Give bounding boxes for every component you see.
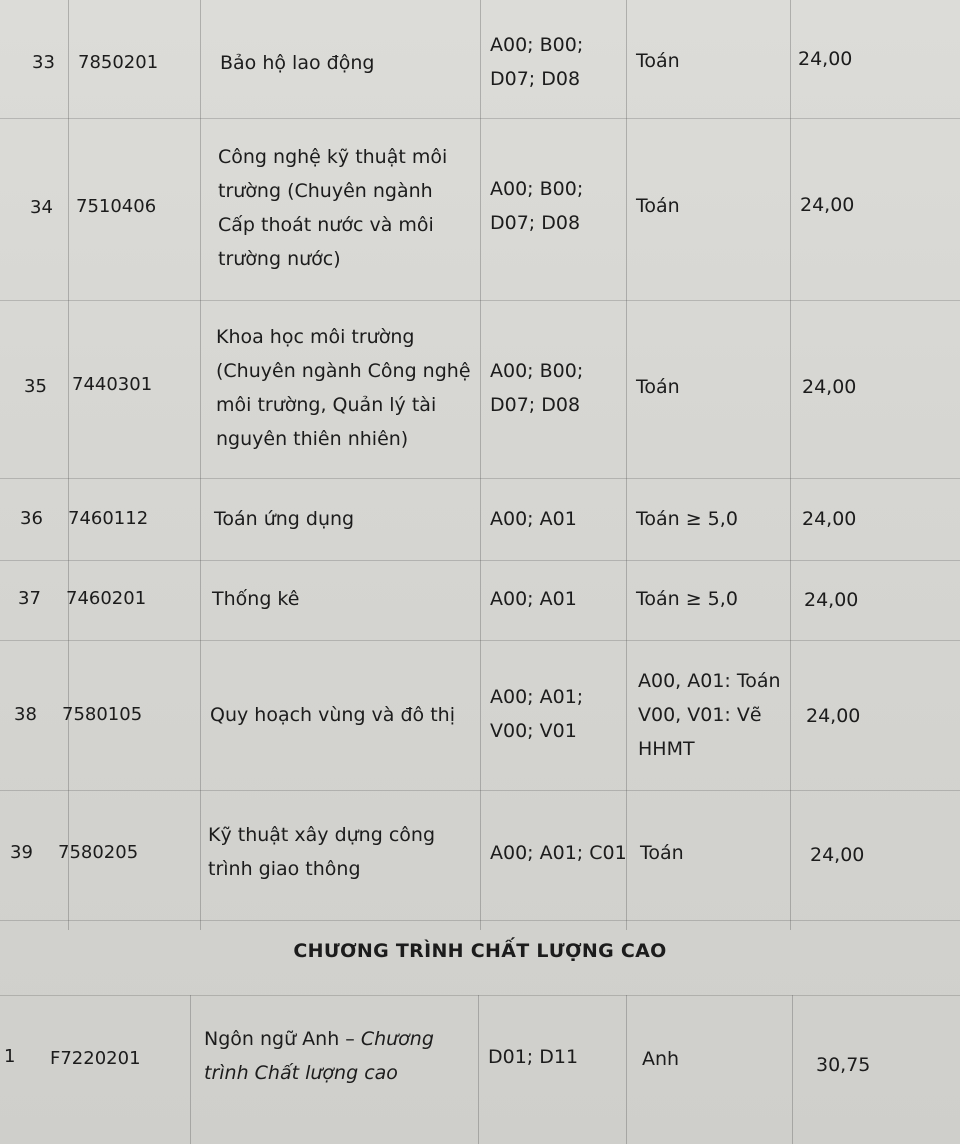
row-stt: 38 bbox=[14, 704, 37, 725]
row-name: Khoa học môi trường (Chuyên ngành Công nghệ môi trường, Quản lý tài nguyên thiên nhiên) bbox=[216, 326, 471, 450]
row-stt: 1 bbox=[4, 1046, 16, 1067]
column-divider bbox=[190, 995, 191, 1144]
row-stt: 35 bbox=[24, 376, 47, 397]
row-score: 24,00 bbox=[798, 48, 853, 70]
row-stt: 33 bbox=[32, 52, 55, 73]
row-groups: A00; A01; V00; V01 bbox=[490, 686, 584, 742]
row-groups: A00; B00; D07; D08 bbox=[490, 178, 584, 234]
row-code: 7460201 bbox=[66, 588, 147, 609]
row-code: 7580205 bbox=[58, 842, 139, 863]
row-name: Kỹ thuật xây dựng công trình giao thông bbox=[208, 824, 435, 880]
row-code: 7580105 bbox=[62, 704, 143, 725]
row-groups: A00; A01 bbox=[490, 508, 577, 530]
row-groups: A00; B00; D07; D08 bbox=[490, 360, 584, 416]
row-code: 7850201 bbox=[78, 52, 159, 73]
row-score: 30,75 bbox=[816, 1054, 871, 1076]
row-stt: 36 bbox=[20, 508, 43, 529]
row-score: 24,00 bbox=[804, 589, 859, 611]
row-groups: A00; A01 bbox=[490, 588, 577, 610]
row-subject: Toán bbox=[636, 376, 680, 398]
row-name: Quy hoạch vùng và đô thị bbox=[210, 704, 455, 726]
row-divider bbox=[0, 920, 960, 921]
row-name: Công nghệ kỹ thuật môi trường (Chuyên ngành Cấp thoát nước và môi trường nước) bbox=[218, 146, 448, 270]
row-score: 24,00 bbox=[806, 705, 861, 727]
row-divider bbox=[0, 560, 960, 561]
row-code: 7440301 bbox=[72, 374, 153, 395]
row-name: Bảo hộ lao động bbox=[220, 52, 375, 74]
row-divider bbox=[0, 300, 960, 301]
row-score: 24,00 bbox=[810, 844, 865, 866]
row-subject: Toán bbox=[636, 195, 680, 217]
row-name bbox=[204, 1022, 474, 1090]
column-divider bbox=[626, 995, 627, 1144]
row-subject: Toán ≥ 5,0 bbox=[636, 588, 738, 610]
row-divider bbox=[0, 118, 960, 119]
row-code: F7220201 bbox=[50, 1048, 141, 1069]
row-stt: 34 bbox=[30, 197, 53, 218]
row-divider bbox=[0, 790, 960, 791]
row-groups: D01; D11 bbox=[488, 1046, 579, 1068]
row-divider bbox=[0, 995, 960, 996]
row-score: 24,00 bbox=[800, 194, 855, 216]
row-name: Toán ứng dụng bbox=[214, 508, 355, 530]
row-code: 7460112 bbox=[68, 508, 149, 529]
row-stt: 39 bbox=[10, 842, 33, 863]
row-divider bbox=[0, 640, 960, 641]
row-subject: A00, A01: Toán V00, V01: Vẽ HHMT bbox=[638, 670, 781, 760]
row-subject: Toán bbox=[640, 842, 684, 864]
row-groups: A00; A01; C01 bbox=[490, 842, 627, 864]
row-name-italic: trình Chất lượng cao bbox=[204, 1062, 398, 1084]
column-divider bbox=[478, 995, 479, 1144]
row-name-main: Ngôn ngữ Anh – bbox=[204, 1028, 361, 1050]
row-groups: A00; B00; D07; D08 bbox=[490, 34, 584, 90]
row-subject: Anh bbox=[642, 1048, 680, 1070]
column-divider bbox=[792, 995, 793, 1144]
row-name-italic: Chương bbox=[360, 1028, 434, 1050]
row-score: 24,00 bbox=[802, 508, 857, 530]
row-code: 7510406 bbox=[76, 196, 157, 217]
row-stt: 37 bbox=[18, 588, 41, 609]
row-subject: Toán bbox=[636, 50, 680, 72]
row-name: Thống kê bbox=[212, 588, 300, 610]
row-subject: Toán ≥ 5,0 bbox=[636, 508, 738, 530]
row-score: 24,00 bbox=[802, 376, 857, 398]
row-divider bbox=[0, 478, 960, 479]
section-title: CHƯƠNG TRÌNH CHẤT LƯỢNG CAO bbox=[293, 940, 667, 962]
